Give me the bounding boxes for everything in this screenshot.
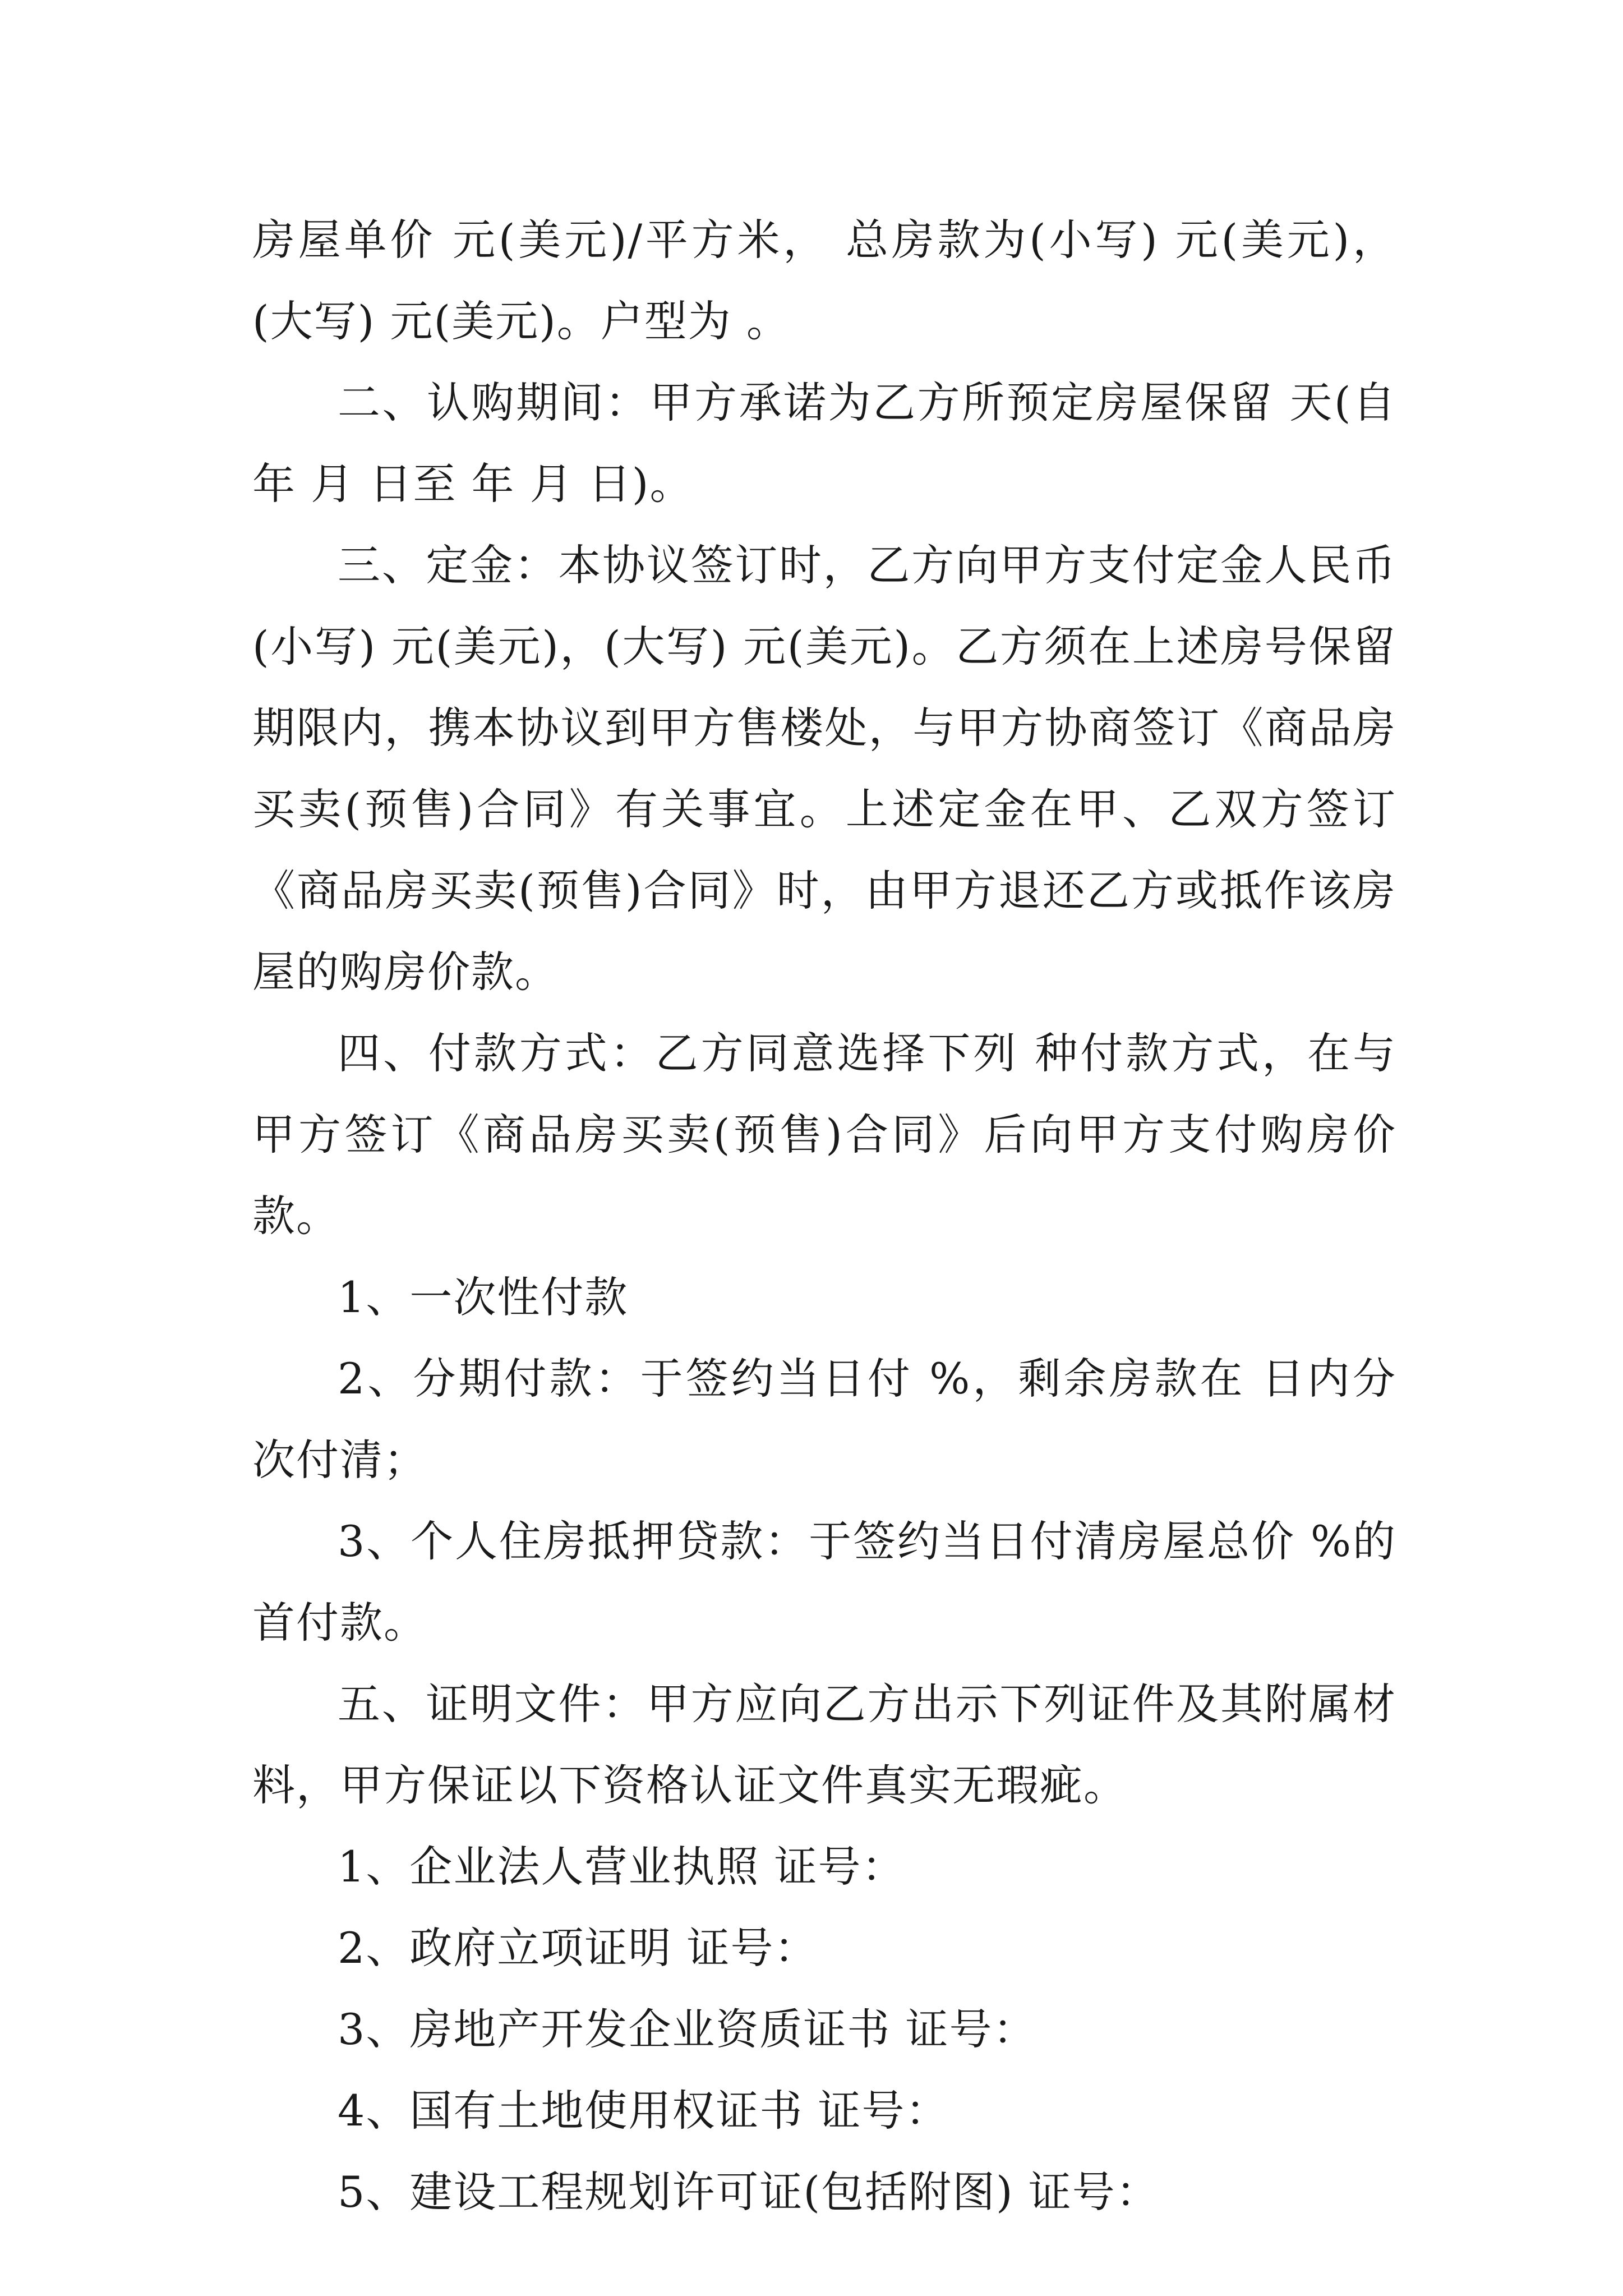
paragraph-subscription-period: 二、认购期间：甲方承诺为乙方所预定房屋保留 天(自年 月 日至 年 月 日)。 — [252, 378, 1396, 509]
paragraph-payment-method: 四、付款方式：乙方同意选择下列 种付款方式，在与甲方签订《商品房买卖(预售)合同》后向甲方支付购房价款。 — [252, 1028, 1396, 1241]
paragraph-cert-business-license: 1、企业法人营业执照 证号： — [338, 1842, 906, 1892]
paragraph-cert-land-use: 4、国有土地使用权证书 证号： — [338, 2086, 949, 2136]
paragraph-cert-planning-permit: 5、建设工程规划许可证(包括附图) 证号： — [338, 2167, 1160, 2217]
document-body — [252, 199, 1396, 2233]
paragraph-cert-project-approval: 2、政府立项证明 证号： — [338, 1923, 818, 1973]
paragraph-payment-installment: 2、分期付款：于签约当日付 %，剩余房款在 日内分次付清； — [252, 1354, 1396, 1485]
paragraph-cert-developer-qualification: 3、房地产开发企业资质证书 证号： — [338, 2004, 1037, 2054]
paragraph-payment-lump-sum: 1、一次性付款 — [338, 1272, 629, 1322]
paragraph-certificates: 五、证明文件：甲方应向乙方出示下列证件及其附属材料，甲方保证以下资格认证文件真实无瑕疵。 — [252, 1679, 1396, 1810]
paragraph-price: 房屋单价 元(美元)/平方米， 总房款为(小写) 元(美元)，(大写) 元(美元)。户型为 。 — [252, 215, 1396, 346]
paragraph-payment-mortgage: 3、个人住房抵押贷款：于签约当日付清房屋总价 %的首付款。 — [252, 1516, 1396, 1648]
paragraph-deposit: 三、定金：本协议签订时，乙方向甲方支付定金人民币(小写) 元(美元)，(大写) 元(美元)。乙方须在上述房号保留期限内，携本协议到甲方售楼处，与甲方协商签订《商品房买卖(预售)合同》有关事宜。上述定金在甲、乙双方签订《商品房买卖(预售)合同》时，由甲方退还乙方或抵作该房屋的购房价款。 — [252, 540, 1396, 997]
